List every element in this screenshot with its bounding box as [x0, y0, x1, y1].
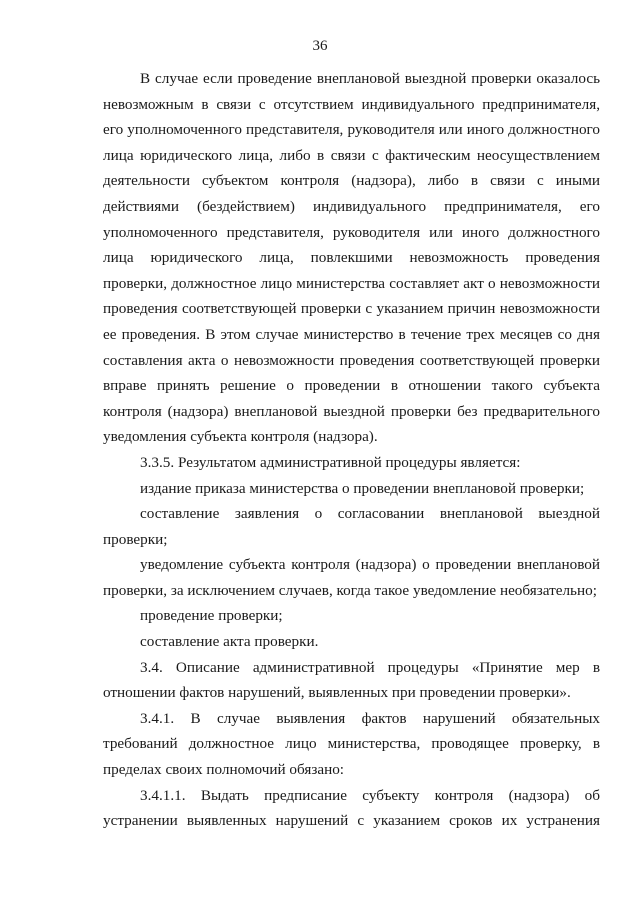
paragraph-3-4-1: 3.4.1. В случае выявления фактов нарушений обязательных требований должностное лицо министерства, проводящее проверку, в пределах своих полномочий обязано: — [103, 709, 600, 779]
paragraph-3-4: 3.4. Описание административной процедуры «Принятие мер в отношении фактов нарушений, выявленных при проведении проверки». — [103, 658, 600, 702]
list-item-inspection-act: составление акта проверки. — [140, 633, 319, 651]
paragraph-impossibility-act: В случае если проведение внеплановой выездной проверки оказалось невозможным в связи с отсутствием индивидуального предпринимателя, его уполномоченного представителя, руководителя или иного должностного лица юридического лица, либо в связи с фактическим неосуществлением деятельности субъектом контроля (надзора), либо в связи с иными действиями (бездействием) индивидуального предпринимателя, его уполномоченного представителя, руководителя или иного должностного лица юридического лица, повлекшими невозможность проведения проверки, должностное лицо министерства составляет акт о невозможности проведения соответствующей проверки с указанием причин невозможности ее проведения. В этом случае министерство в течение трех месяцев со дня составления акта о невозможности проведения соответствующей проверки вправе принять решение о проведении в отношении такого субъекта контроля (надзора) внеплановой выездной проверки без предварительного уведомления субъекта контроля (надзора). — [103, 70, 600, 446]
list-item-order-issuance: издание приказа министерства о проведении внеплановой проверки; — [140, 479, 585, 497]
page-number: 36 — [312, 38, 328, 54]
document-body — [103, 66, 600, 834]
list-item-conducting-inspection: проведение проверки; — [140, 607, 283, 625]
paragraph-3-4-1-1: 3.4.1.1. Выдать предписание субъекту контроля (надзора) об устранении выявленных нарушений с указанием сроков их устранения — [103, 786, 600, 830]
list-item-subject-notification: уведомление субъекта контроля (надзора) о проведении внеплановой проверки, за исключением случаев, когда такое уведомление необязательно; — [103, 556, 600, 599]
paragraph-3-3-5: 3.3.5. Результатом административной процедуры является: — [140, 453, 521, 471]
list-item-approval-application: составление заявления о согласовании внеплановой выездной проверки; — [103, 505, 600, 548]
